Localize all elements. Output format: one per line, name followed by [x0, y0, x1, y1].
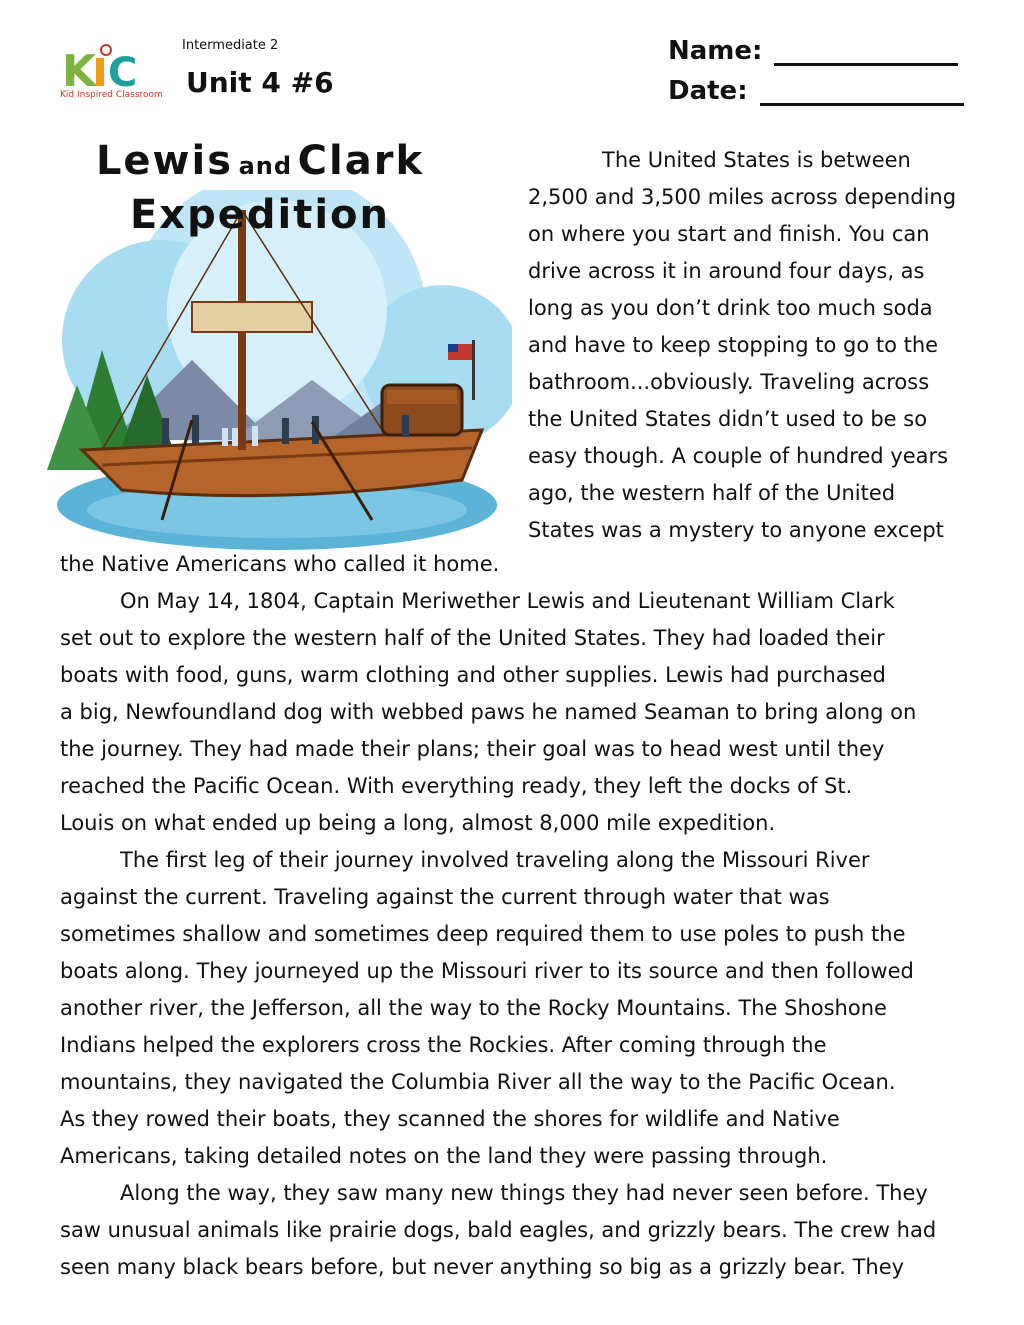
- text-line: On May 14, 1804, Captain Meriwether Lewis and Lieutenant William Clark: [120, 589, 895, 613]
- text-line: set out to explore the western half of the United States. They had loaded their: [60, 626, 885, 650]
- title-word-and: and: [238, 152, 293, 180]
- article-title: [40, 138, 480, 246]
- intro-paragraph: [528, 142, 978, 549]
- title-word-lewis: Lewis: [95, 138, 234, 184]
- title-word-expedition: Expedition: [129, 192, 391, 238]
- text-line: another river, the Jefferson, all the way to the Rocky Mountains. The Shoshone: [60, 996, 887, 1020]
- kic-logo: [60, 38, 170, 106]
- text-line: seen many black bears before, but never anything so big as a grizzly bear. They: [60, 1255, 905, 1279]
- text-line: Indians helped the explorers cross the Rockies. After coming through the: [60, 1033, 827, 1057]
- svg-text:K: K: [62, 46, 97, 97]
- text-line: on where you start and finish. You can: [528, 222, 930, 246]
- date-label: Date:: [668, 76, 748, 106]
- text-line: the journey. They had made their plans; their goal was to head west until they: [60, 737, 885, 761]
- text-line: 2,500 and 3,500 miles across depending: [528, 185, 957, 209]
- text-line: against the current. Traveling against the current through water that was: [60, 885, 830, 909]
- text-line: long as you don’t drink too much soda: [528, 296, 933, 320]
- unit-label: Unit 4 #6: [186, 66, 334, 99]
- text-line: boats along. They journeyed up the Missouri river to its source and then followed: [60, 959, 914, 983]
- text-line: ago, the western half of the United: [528, 481, 896, 505]
- text-line: a big, Newfoundland dog with webbed paws he named Seaman to bring along on: [60, 700, 917, 724]
- text-line: saw unusual animals like prairie dogs, bald eagles, and grizzly bears. The crew had: [60, 1218, 937, 1242]
- text-line: Americans, taking detailed notes on the land they were passing through.: [60, 1144, 828, 1168]
- name-label: Name:: [668, 36, 763, 66]
- text-line: boats with food, guns, warm clothing and other supplies. Lewis had purchased: [60, 663, 886, 687]
- text-line: and have to keep stopping to go to the: [528, 333, 939, 357]
- text-line: easy though. A couple of hundred years: [528, 444, 949, 468]
- date-blank-line[interactable]: [760, 77, 964, 106]
- text-line: Louis on what ended up being a long, almost 8,000 mile expedition.: [60, 811, 776, 835]
- text-line: The first leg of their journey involved traveling along the Missouri River: [120, 848, 870, 872]
- title-word-clark: Clark: [297, 138, 425, 184]
- text-line: As they rowed their boats, they scanned the shores for wildlife and Native: [60, 1107, 840, 1131]
- body-text: [60, 546, 970, 1286]
- name-field[interactable]: [668, 36, 958, 66]
- text-line: mountains, they navigated the Columbia River all the way to the Pacific Ocean.: [60, 1070, 896, 1094]
- level-label: Intermediate 2: [182, 38, 279, 53]
- text-line: reached the Pacific Ocean. With everything ready, they left the docks of St.: [60, 774, 853, 798]
- brand-name: Kid Inspired Classroom: [60, 90, 163, 100]
- text-line: drive across it in around four days, as: [528, 259, 925, 283]
- text-line: the United States didn’t used to be so: [528, 407, 928, 431]
- text-line: Along the way, they saw many new things they had never seen before. They: [120, 1181, 928, 1205]
- name-blank-line[interactable]: [774, 37, 958, 66]
- text-line: States was a mystery to anyone except: [528, 518, 944, 542]
- text-line: The United States is between: [602, 148, 911, 172]
- text-line: sometimes shallow and sometimes deep required them to use poles to push the: [60, 922, 906, 946]
- svg-text:C: C: [108, 50, 138, 96]
- text-line: bathroom...obviously. Traveling across: [528, 370, 930, 394]
- date-field[interactable]: [668, 76, 964, 106]
- text-line: the Native Americans who called it home.: [60, 552, 500, 576]
